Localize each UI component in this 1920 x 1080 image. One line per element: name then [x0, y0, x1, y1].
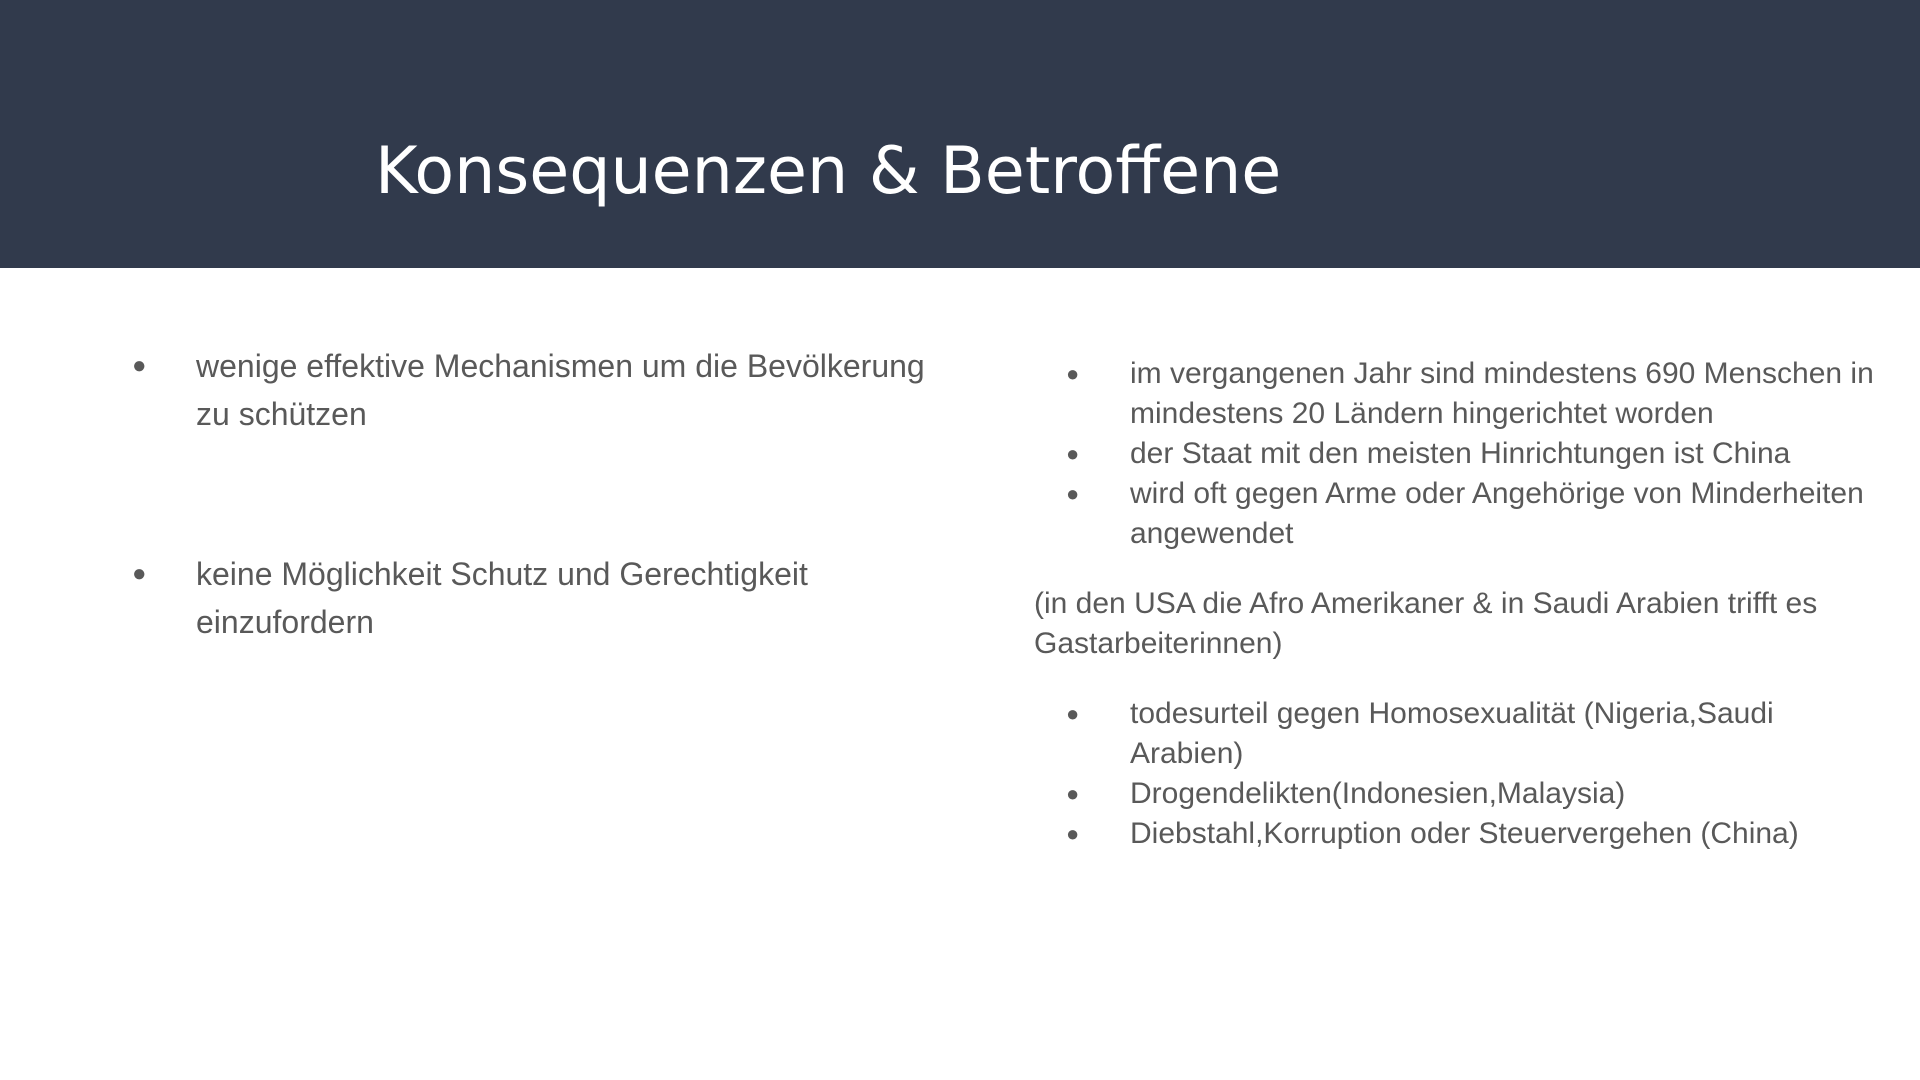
list-item: ● wird oft gegen Arme oder Angehörige von Minderheiten angewendet	[1130, 474, 1884, 554]
list-item: ● im vergangenen Jahr sind mindestens 690 Menschen in mindestens 20 Ländern hingerichtet worden	[1130, 354, 1884, 434]
list-item: ● keine Möglichkeit Schutz und Gerechtigkeit einzufordern	[196, 550, 936, 646]
list-item: ● der Staat mit den meisten Hinrichtungen ist China	[1130, 434, 1884, 474]
list-item: ● Diebstahl,Korruption oder Steuervergehen (China)	[1130, 814, 1884, 854]
note-paragraph: (in den USA die Afro Amerikaner & in Saudi Arabien trifft es Gastarbeiterinnen)	[1034, 587, 1818, 660]
right-bullet-list-bottom	[1034, 694, 1884, 854]
right-bullet-list-top	[1034, 354, 1884, 554]
list-item: ● Drogendelikten(Indonesien,Malaysia)	[1130, 774, 1884, 814]
right-column	[1034, 354, 1884, 854]
slide-title: Konsequenzen & Betroffene	[375, 134, 1282, 209]
list-item: ● wenige effektive Mechanismen um die Bevölkerung zu schützen	[196, 342, 936, 438]
left-bullet-list	[196, 342, 936, 646]
list-item: ● todesurteil gegen Homosexualität (Nigeria,Saudi Arabien)	[1130, 694, 1884, 774]
slide-header	[0, 0, 1920, 268]
